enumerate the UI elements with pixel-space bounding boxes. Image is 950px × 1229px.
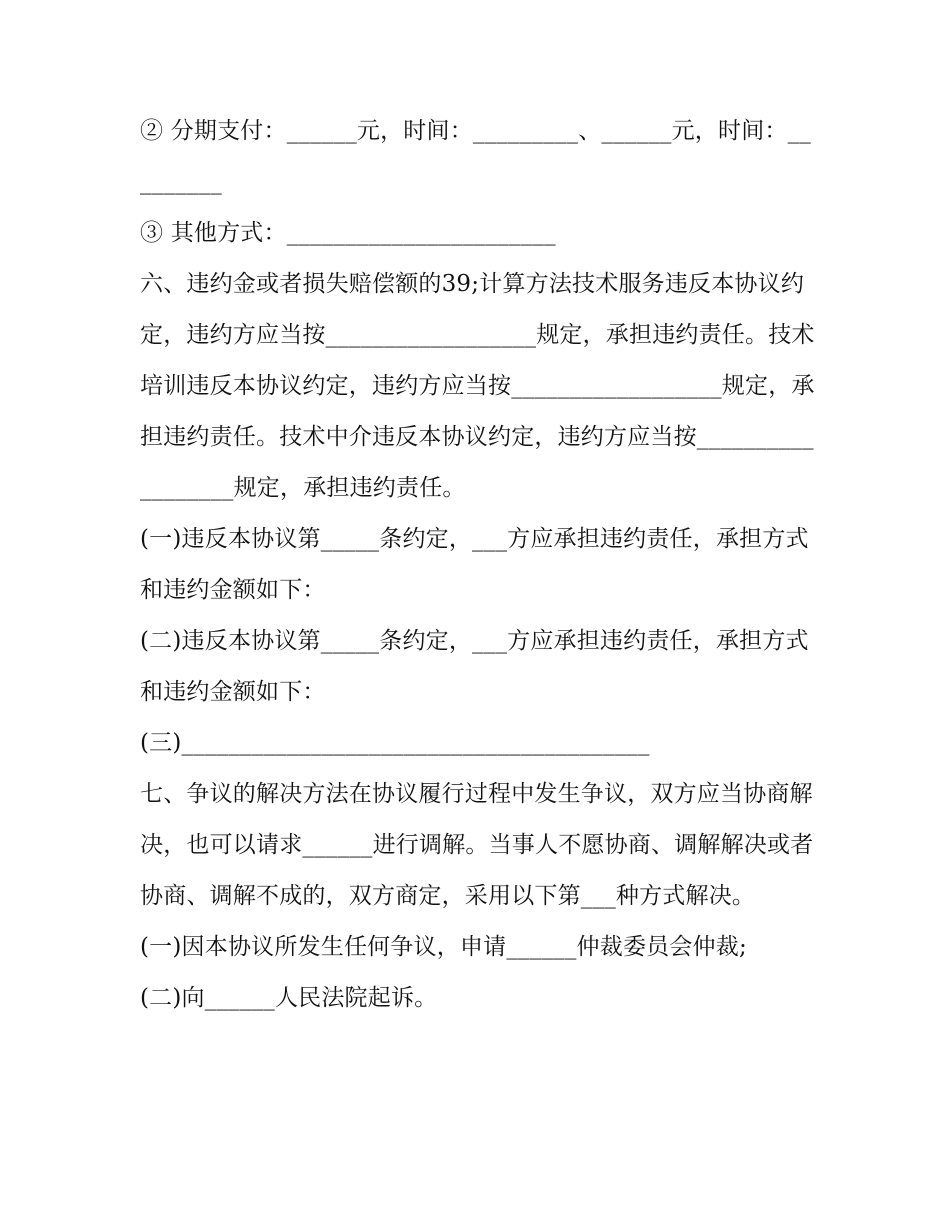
document-body [140,106,820,1024]
other-payment-method-clause: ③ 其他方式：_______________________ [140,220,556,246]
section-six-liquidated-damages: 六、违约金或者损失赔偿额的39;计算方法技术服务违反本协议约定，违约方应当按__________________规定，承担违约责任。技术培训违反本协议约定，违约方应当按__________________规定，承担违约责任。技术中介违反本协议约定，违约方应当按__________________规定，承担违约责任。 [140,271,815,501]
dispute-option-arbitration: (一)因本协议所发生任何争议，申请______仲裁委员会仲裁; [140,934,747,960]
breach-item-three: (三)________________________________________ [140,730,650,756]
installment-payment-clause: ② 分期支付：______元，时间：_________、______元，时间：_________ [140,118,812,195]
breach-item-two: (二)违反本协议第_____条约定，___方应承担违约责任，承担方式和违约金额如下： [140,628,809,705]
section-seven-dispute-resolution: 七、争议的解决方法在协议履行过程中发生争议，双方应当协商解决，也可以请求______进行调解。当事人不愿协商、调解解决或者协商、调解不成的，双方商定，采用以下第___种方式解决。 [140,781,814,909]
dispute-option-court: (二)向______人民法院起诉。 [140,985,438,1011]
breach-item-one: (一)违反本协议第_____条约定，___方应承担违约责任，承担方式和违约金额如下： [140,526,809,603]
